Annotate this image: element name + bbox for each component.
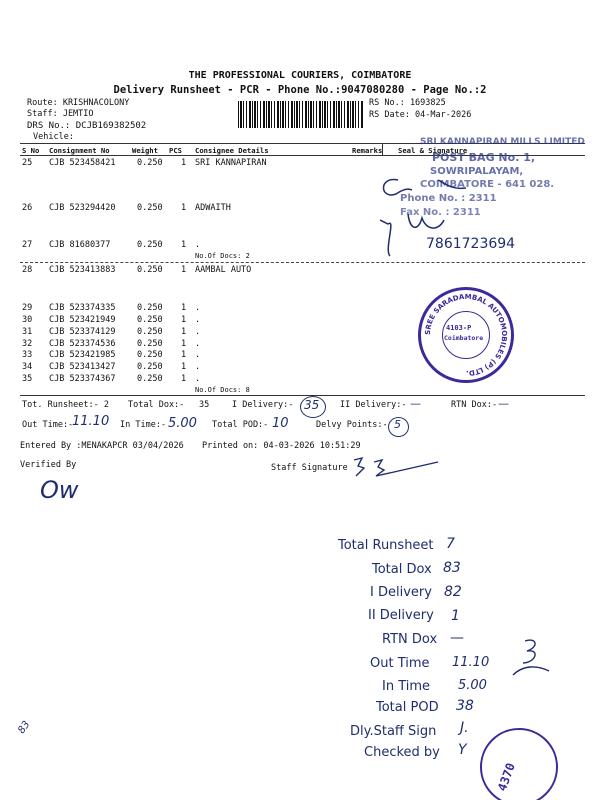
summary-value: 82 — [444, 584, 462, 600]
summary-label: In Time — [382, 679, 431, 694]
staff-label: Staff: JEMTIO — [27, 109, 94, 119]
col-divider — [382, 143, 383, 155]
summary-value: — — [450, 630, 464, 646]
summary-value: 11.10 — [452, 655, 490, 670]
docs-note: No.Of Docs: 8 — [195, 386, 250, 394]
summary-label: Total POD — [376, 700, 439, 715]
ii-delivery-hand: — — [410, 397, 421, 410]
col-seal: Seal & Signature — [398, 146, 468, 155]
total-dox-value: 35 — [199, 400, 210, 410]
summary-value: J. — [460, 720, 469, 736]
total-dox-label: Total Dox:- — [128, 400, 185, 410]
delvy-points-label: Delvy Points:- — [316, 420, 388, 430]
i-delivery-hand: 35 — [304, 398, 320, 412]
table-bottom-rule — [20, 395, 585, 396]
company-title: THE PROFESSIONAL COURIERS, COIMBATORE — [188, 70, 412, 81]
summary-value: Y — [458, 742, 467, 758]
verified-hand: Ow — [40, 476, 79, 504]
printed-on: Printed on: 04-03-2026 10:51:29 — [202, 441, 361, 451]
summary-value: 7 — [446, 536, 455, 552]
summary-label: Total Runsheet — [338, 538, 434, 553]
vehicle-label: Vehicle: — [33, 132, 74, 142]
tot-runsheet: Tot. Runsheet:- 2 — [22, 400, 109, 410]
total-pod-label: Total POD:- — [212, 420, 269, 430]
col-consignee: Consignee Details — [195, 146, 269, 155]
verified-by-label: Verified By — [20, 460, 77, 470]
delvy-points-hand: 5 — [394, 418, 401, 431]
summary-label: I Delivery — [370, 585, 432, 600]
i-delivery-label: I Delivery:- — [232, 400, 294, 410]
summary-label: Total Dox — [372, 562, 432, 577]
rtn-dox-hand: — — [498, 397, 509, 410]
in-time-hand: 5.00 — [168, 416, 197, 431]
summary-label: Out Time — [370, 656, 430, 671]
ii-delivery-label: II Delivery:- — [340, 400, 407, 410]
svg-text:SREE SARADAMBAL AUTOMOBILES (P: SREE SARADAMBAL AUTOMOBILES (P) LTD. — [423, 292, 509, 378]
col-remarks: Remarks — [352, 146, 383, 155]
summary-label: Checked by — [364, 745, 440, 760]
rs-number: RS No.: 1693825 — [369, 98, 446, 108]
receiver-signature — [368, 160, 478, 270]
col-pcs: PCS — [169, 146, 182, 155]
summary-value: 5.00 — [458, 678, 487, 693]
summary-value: 38 — [456, 698, 474, 714]
drs-label: DRS No.: DCJB169382502 — [27, 121, 147, 131]
row-divider — [20, 262, 585, 263]
staff-signature-scribble — [350, 454, 445, 482]
entered-by: Entered By :MENAKAPCR 03/04/2026 — [20, 441, 184, 451]
staff-signature-label: Staff Signature — [271, 463, 348, 473]
out-time-hand: 11.10 — [72, 414, 110, 429]
summary-value: 83 — [443, 560, 461, 576]
runsheet-subtitle: Delivery Runsheet - PCR - Phone No.:9047080280 - Page No.:2 — [113, 84, 487, 96]
route-label: Route: KRISHNACOLONY — [27, 98, 130, 108]
total-pod-hand: 10 — [272, 416, 289, 431]
summary-signature — [505, 635, 555, 685]
handwritten-phone: 7861723694 — [426, 236, 516, 252]
barcode — [238, 101, 364, 128]
summary-label: Dly.Staff Sign — [350, 724, 437, 739]
rs-date: RS Date: 04-Mar-2026 — [369, 110, 472, 120]
in-time-label: In Time:- — [120, 420, 167, 430]
col-consignment: Consignment No — [49, 146, 110, 155]
summary-label: II Delivery — [368, 608, 434, 623]
summary-value: 1 — [451, 608, 460, 624]
summary-label: RTN Dox — [382, 632, 438, 647]
out-time-label: Out Time:- — [22, 420, 74, 430]
runsheet-page: THE PROFESSIONAL COURIERS, COIMBATORE Delivery Runsheet - PCR - Phone No.:9047080280 - Page No.:2 Route: KRISHNACOLONY Staff: JEMTIO DRS No.: DCJB169382502 Vehicle: RS No.: 1693825 RS Date: 04-Mar-2026 S No Consignment No Weight PCS Consignee Details Remarks Seal & Signature 25 CJB 523458421 0.250 1 SRI KANNAPIRAN 26 CJB 523294420 0.250 1 ADWAITH 27 CJB 81680377 0.250 1 . No.Of Docs: 2 28 CJB 523413883 0.250 1 AAMBAL AUTO 29 CJB 523374335 0.250 1 . 30 CJB 523421949 0.250 1 . 31 CJB 523374129 0.250 1 . 32 CJB 523374536 0.250 1 . 33 CJB 523421985 0.250 1 . 34 CJB 523413427 0.250 1 . 35 CJB 523374367 0.250 1 . No.Of Docs: 8 Tot. Runsheet:- 2 Total Dox:- 35 I Delivery:- 35 II Delivery:- — RTN Dox:- — Out Time:- 11.10 In Time:- 5.00 Total POD:- 10 Delvy Points:- 5 Entered By :MENAKAPCR 03/04/2026 Printed on: 04-03-2026 10:51:29 Verified By Staff Signature Ow SRI KANNAPIRAN MILLS LIMITED POST BAG No. 1, SOWRIPALAYAM, COIMBATORE - 641 028. Phone No. : 2311 Fax No. : 2311 7861723694 SREE SARADAMBAL AUTOMOBILES (P) LTD. 4103-P Coimbatore Total Runsheet 7 Total Dox 83 I Delivery 82 II Delivery 1 RTN Dox — Out Time 11.10 In Time 5.00 Total POD 38 Dly.Staff Sign J. Checked by Y 4370 83 — [0, 0, 600, 800]
col-weight: Weight — [132, 146, 158, 155]
margin-note: 83 — [16, 719, 33, 736]
col-sno: S No — [22, 146, 40, 155]
rtn-dox-label: RTN Dox:- — [451, 400, 498, 410]
docs-note: No.Of Docs: 2 — [195, 252, 250, 260]
